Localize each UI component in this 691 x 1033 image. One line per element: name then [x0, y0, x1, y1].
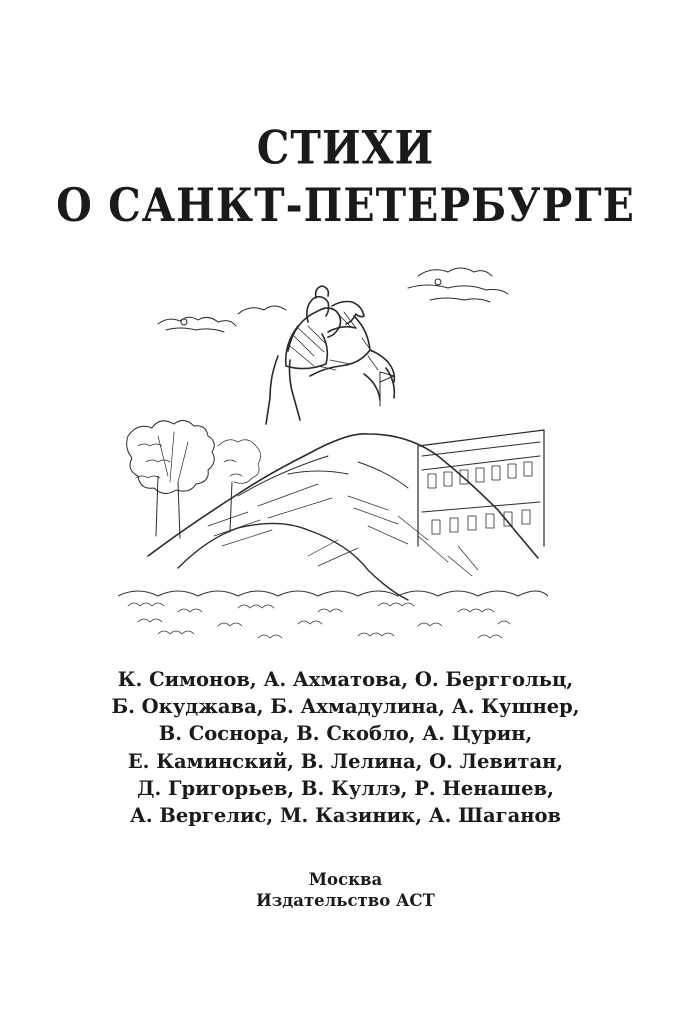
author-line: А. Вергелис, М. Казиник, А. Шаганов	[129, 804, 562, 828]
author-line: Е. Каминский, В. Лелина, О. Левитан,	[127, 749, 564, 773]
book-title-line-1: СТИХИ	[256, 121, 435, 175]
book-title	[0, 120, 691, 234]
imprint-city: Москва	[308, 870, 383, 889]
author-list	[0, 666, 691, 829]
imprint	[0, 869, 691, 911]
author-line: Д. Григорьев, В. Куллэ, Р. Ненашев,	[137, 776, 554, 800]
bronze-horseman-icon	[118, 256, 548, 648]
author-line: К. Симонов, А. Ахматова, О. Берггольц,	[117, 668, 574, 691]
author-line: Б. Окуджава, Б. Ахмадулина, А. Кушнер,	[111, 695, 580, 719]
imprint-publisher: Издательство АСТ	[256, 891, 435, 910]
book-title-line-2: О САНКТ-ПЕТЕРБУРГЕ	[56, 178, 635, 232]
author-line: В. Соснора, В. Скобло, А. Цурин,	[158, 722, 533, 746]
